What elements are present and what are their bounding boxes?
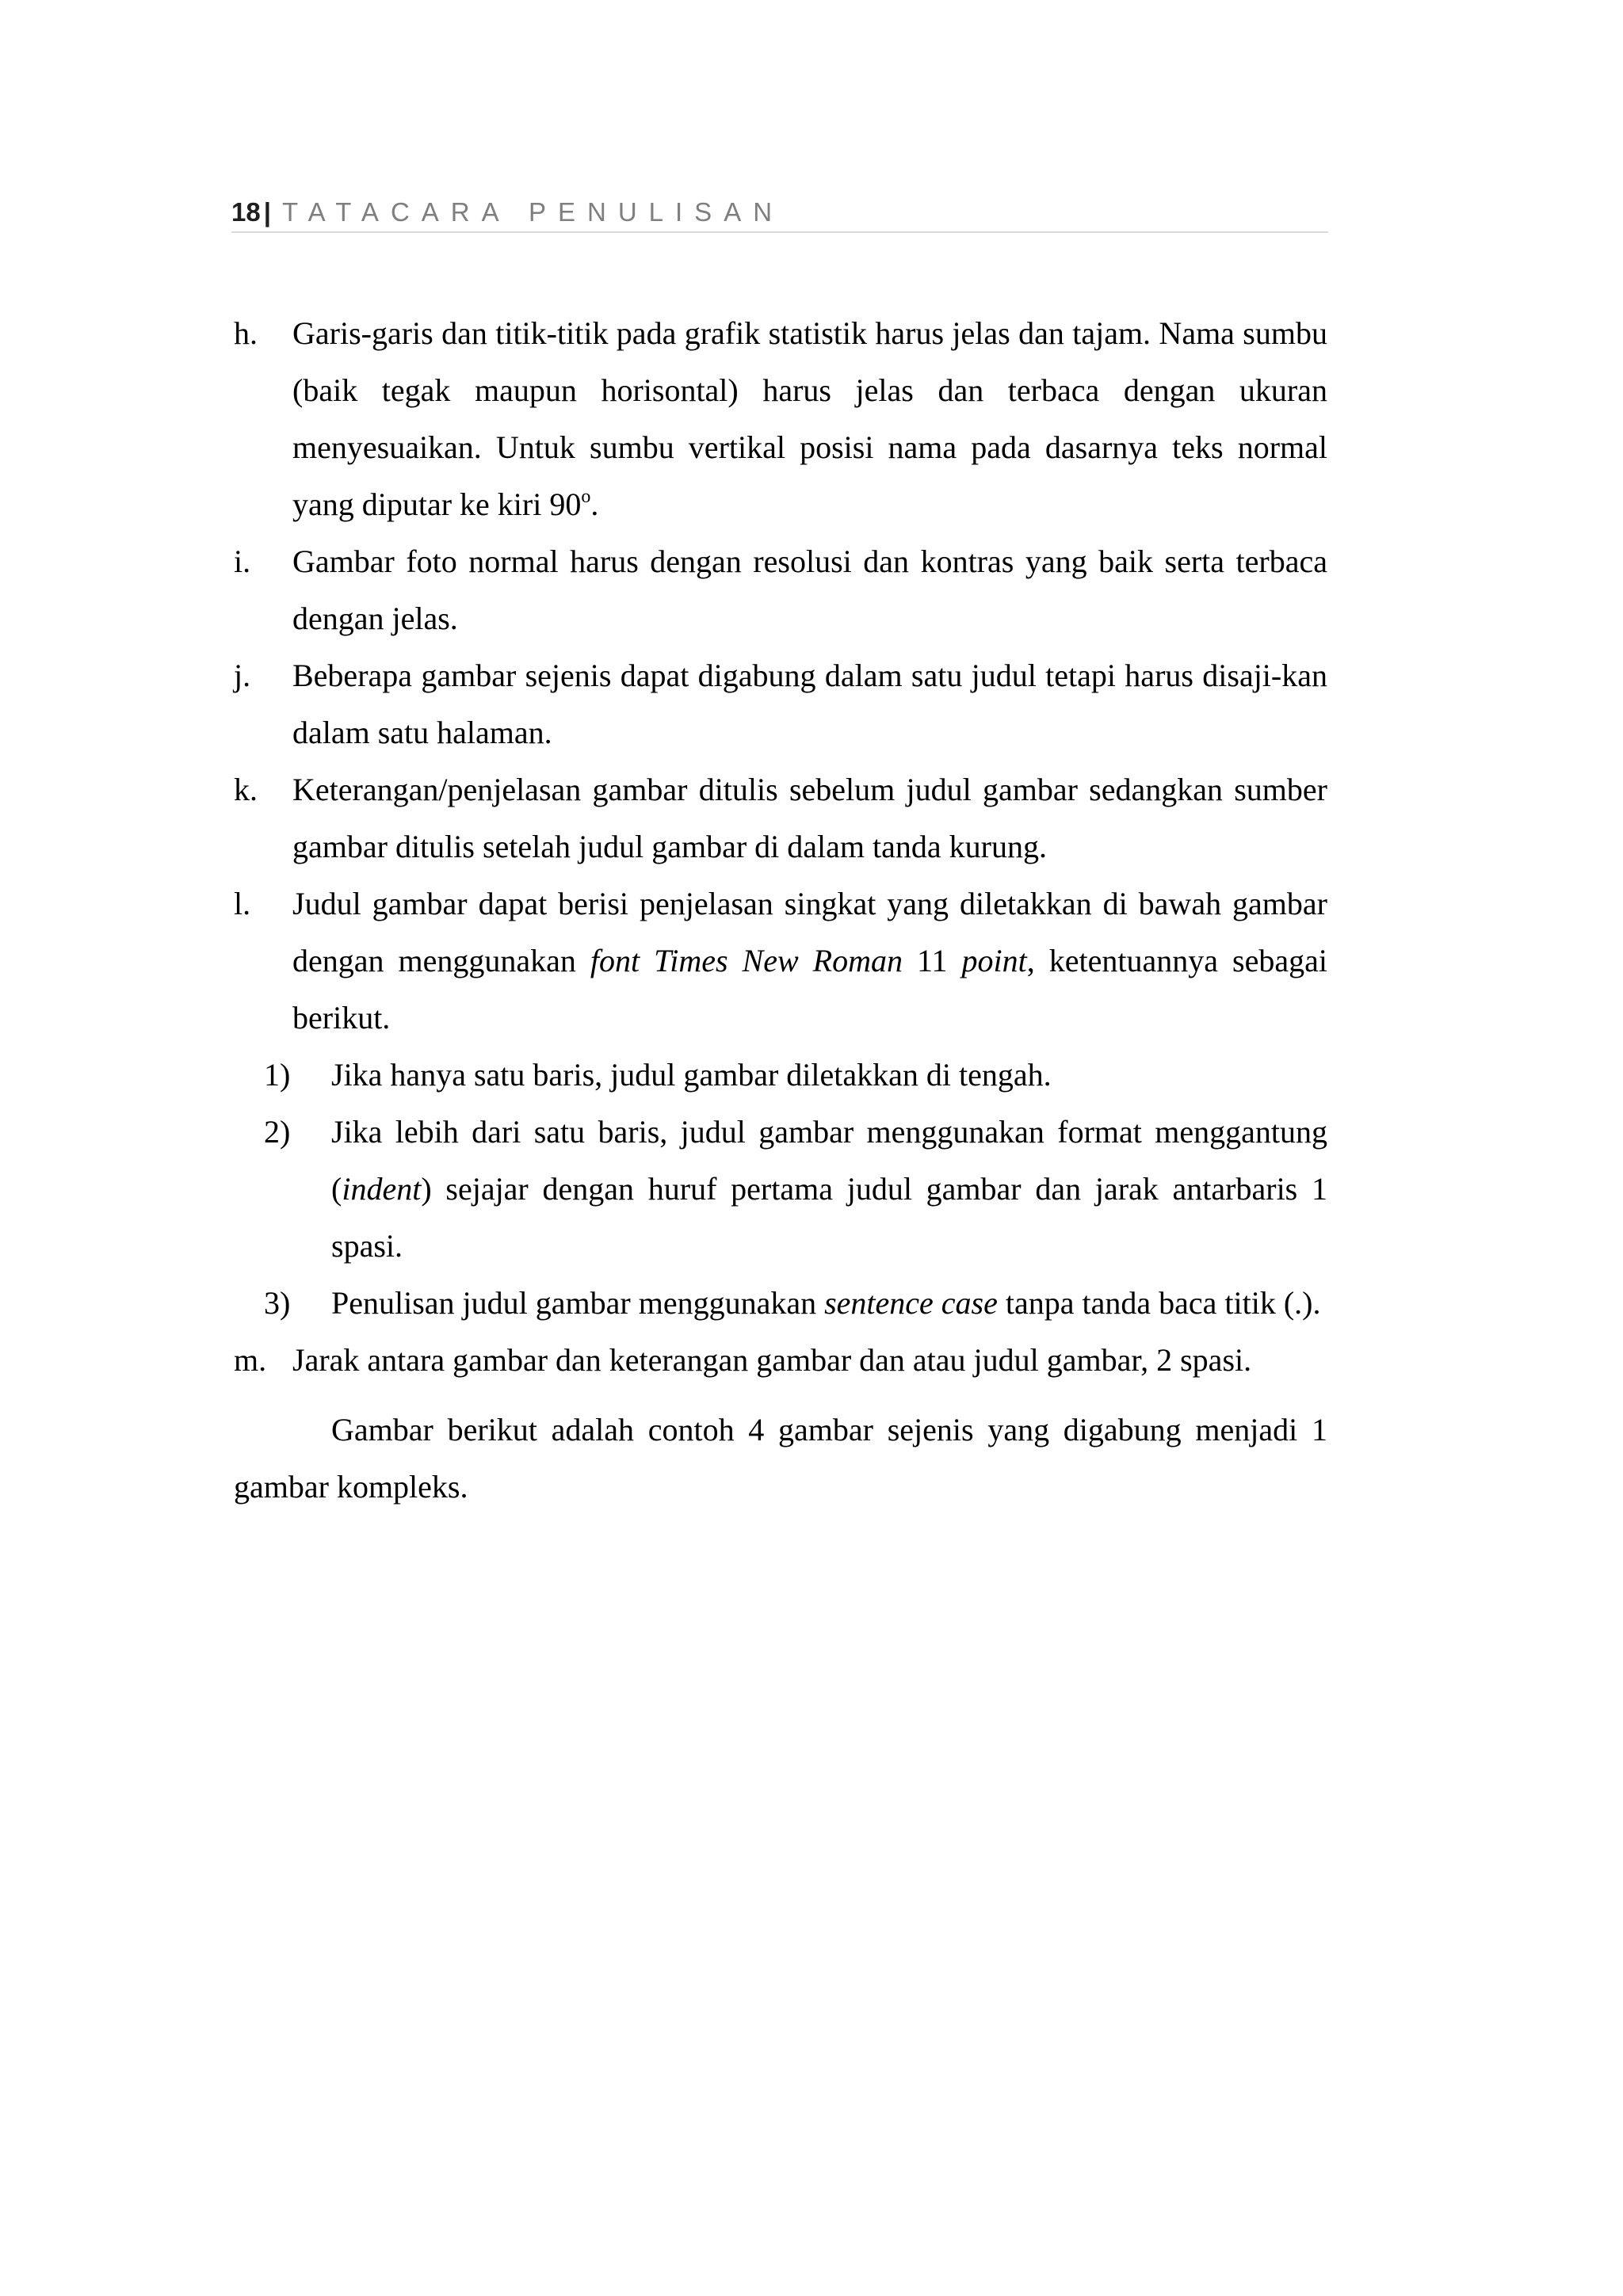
list-item-text: Beberapa gambar sejenis dapat digabung dalam satu judul tetapi harus disaji-kan dalam satu halaman. [292, 658, 1327, 750]
closing-paragraph: Gambar berikut adalah contoh 4 gambar sejenis yang digabung menjadi 1 gambar kompleks. [234, 1412, 1327, 1505]
sub-list-item-3 [234, 1275, 1327, 1332]
page-number: 18 [231, 197, 261, 227]
list-marker: j. [234, 658, 251, 693]
list-item-m [234, 1332, 1327, 1389]
list-marker: l. [234, 886, 251, 921]
list-item-text: , ketentuannya sebagai berikut. [292, 943, 1327, 1035]
list-item-end: . [590, 486, 599, 522]
sub-list-item-text: Jika hanya satu baris, judul gambar diletakkan di tengah. [331, 1057, 1052, 1093]
sub-list-item-text: tanpa tanda baca titik (.). [997, 1285, 1321, 1321]
sub-list-marker: 1) [264, 1057, 291, 1093]
list-item-l [234, 875, 1327, 1047]
page-body [234, 305, 1327, 1547]
list-marker: m. [234, 1342, 267, 1378]
list-marker: h. [234, 315, 258, 351]
list-item-text: Gambar foto normal harus dengan resolusi dan kontras yang baik serta terbaca dengan jelas. [292, 543, 1327, 636]
list-item-text: Jarak antara gambar dan keterangan gambar dan atau judul gambar, 2 spasi. [292, 1342, 1252, 1378]
sub-list-item-text: Jika lebih dari satu baris, judul gambar menggunakan format menggantung ( [331, 1114, 1327, 1207]
degree-superscript: o [581, 486, 591, 507]
list-item-j [234, 647, 1327, 761]
list-item-text: Judul gambar dapat berisi penjelasan singkat yang diletakkan di bawah gambar dengan menggunakan [292, 886, 1327, 978]
italic-term: indent [342, 1171, 422, 1207]
list-item-i [234, 533, 1327, 647]
list-marker: i. [234, 543, 251, 579]
italic-term: point [961, 943, 1027, 978]
sub-list-marker: 2) [264, 1114, 291, 1150]
list-item-h [234, 305, 1327, 533]
list-item-text: 11 [903, 943, 962, 978]
italic-term: sentence case [824, 1285, 998, 1321]
header-separator: | [263, 197, 271, 227]
sub-list-item-1 [234, 1047, 1327, 1104]
italic-term: font Times New Roman [590, 943, 903, 978]
sub-list-marker: 3) [264, 1285, 291, 1321]
list-item-k [234, 761, 1327, 875]
sub-list-item-text: Penulisan judul gambar menggunakan [331, 1285, 825, 1321]
list-item-text: Keterangan/penjelasan gambar ditulis sebelum judul gambar sedangkan sumber gambar ditulis setelah judul gambar di dalam tanda kurung. [292, 772, 1327, 864]
running-title: TATACARA PENULISAN [281, 197, 785, 227]
page-header [231, 193, 1328, 233]
list-marker: k. [234, 772, 258, 807]
sub-list-item-text: ) sejajar dengan huruf pertama judul gambar dan jarak antarbaris 1 spasi. [331, 1171, 1327, 1264]
sub-list-item-2 [234, 1104, 1327, 1275]
list-item-text: Garis-garis dan titik-titik pada grafik statistik harus jelas dan tajam. Nama sumbu (baik tegak maupun horisontal) harus jelas dan terbaca dengan ukuran menyesuaikan. Untuk sumbu vertikal posisi nama pada dasarnya teks normal yang diputar ke kiri 90 [292, 315, 1327, 522]
